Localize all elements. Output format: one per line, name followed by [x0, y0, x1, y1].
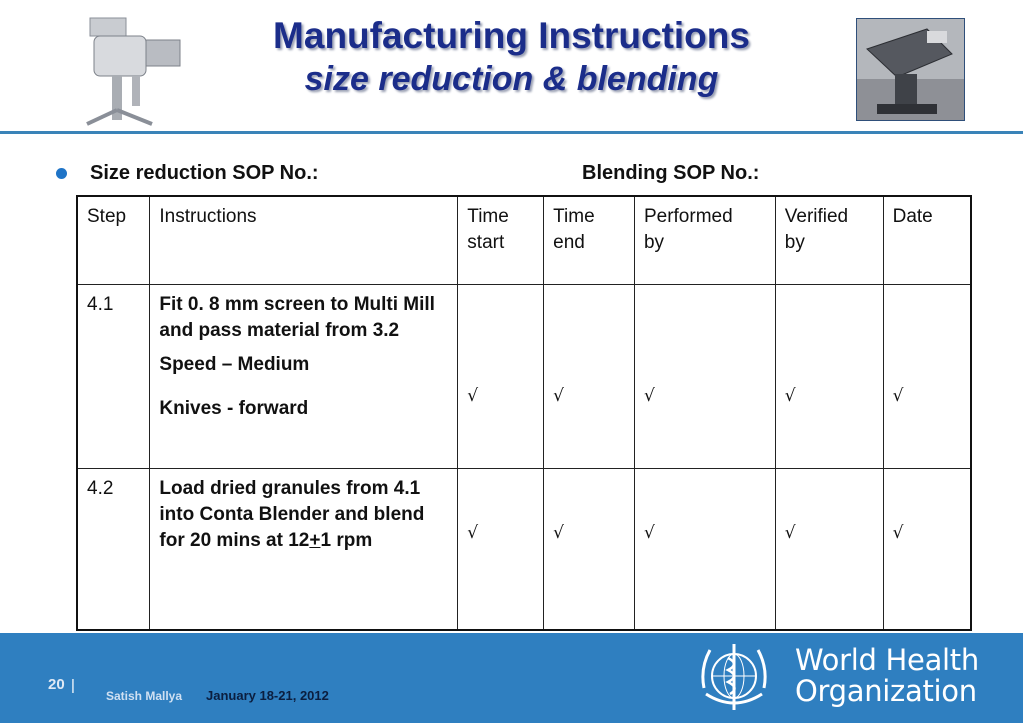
presentation-date: January 18-21, 2012: [206, 688, 329, 703]
instruction-line: Fit 0. 8 mm screen to Multi Mill and pass material from 3.2: [159, 293, 435, 341]
performed-by-check: √: [634, 284, 775, 468]
conta-blender-image: [856, 18, 965, 121]
instruction-line: Knives - forward: [159, 397, 309, 419]
header-performed-by: Performed by: [634, 196, 775, 284]
header-date: Date: [883, 196, 971, 284]
who-wordmark: [795, 645, 979, 707]
instruction-cell: [150, 284, 458, 468]
time-end-check: √: [544, 284, 635, 468]
header-time-start: Time start: [458, 196, 544, 284]
page-separator: |: [71, 677, 75, 694]
time-start-check: √: [458, 284, 544, 468]
header-time-end: Time end: [544, 196, 635, 284]
org-name-line2: Organization: [795, 674, 977, 708]
date-check: √: [883, 468, 971, 630]
instructions-table: [76, 195, 972, 631]
author-name: Satish Mallya: [106, 689, 183, 703]
instruction-line: Speed – Medium: [159, 353, 310, 375]
verified-by-check: √: [775, 284, 883, 468]
instruction-cell: Load dried granules from 4.1 into Conta Blender and blend for 20 mins at 12+1 rpm: [150, 468, 458, 630]
title-divider: [0, 131, 1023, 134]
page-subtitle: size reduction & blending: [304, 60, 719, 98]
step-cell: 4.1: [77, 284, 150, 468]
page-title: Manufacturing Instructions: [273, 15, 750, 56]
time-end-check: √: [544, 468, 635, 630]
who-emblem-icon: [694, 638, 774, 718]
verified-by-check: √: [775, 468, 883, 630]
org-name-line1: World Health: [795, 643, 979, 677]
size-reduction-sop-label: Size reduction SOP No.:: [90, 162, 319, 184]
step-cell: 4.2: [77, 468, 150, 630]
header-step: Step: [77, 196, 150, 284]
table-header-row: [77, 196, 971, 284]
performed-by-check: √: [634, 468, 775, 630]
header-instructions: Instructions: [150, 196, 458, 284]
blending-sop-label: Blending SOP No.:: [582, 162, 760, 184]
page-number: 20: [48, 676, 65, 693]
table-row: [77, 284, 971, 468]
header-verified-by: Verified by: [775, 196, 883, 284]
bullet-icon: [56, 168, 67, 179]
table-row: [77, 468, 971, 630]
time-start-check: √: [458, 468, 544, 630]
date-check: √: [883, 284, 971, 468]
